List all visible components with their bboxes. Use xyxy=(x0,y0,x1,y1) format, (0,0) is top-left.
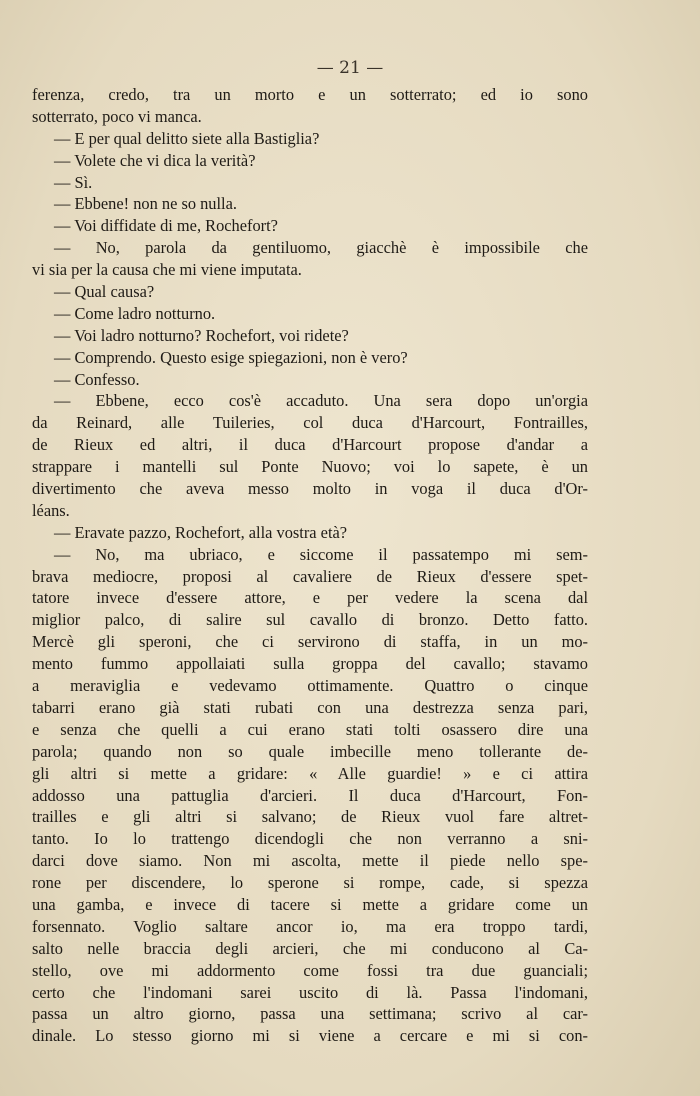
text-line: gli altri si mette a gridare: « Alle guardie! » e ci attira xyxy=(32,763,588,783)
text-line: e senza che quelli a cui erano stati tolti osassero dire una xyxy=(32,719,588,739)
text-line: de Rieux ed altri, il duca d'Harcourt propose d'andar a xyxy=(32,435,588,455)
text-line: mento fummo appollaiati sulla groppa del cavallo; stavamo xyxy=(32,654,588,674)
text-line: ferenza, credo, tra un morto e un sotterrato; ed io sono xyxy=(32,85,588,104)
text-line: léans. xyxy=(32,500,70,520)
text-line: darci dove siamo. Non mi ascolta, mette il piede nello spe- xyxy=(32,851,588,871)
text-line: — Ebbene! non ne so nulla. xyxy=(54,194,237,214)
text-line: a meraviglia e vedevamo ottimamente. Quattro o cinque xyxy=(32,676,588,696)
text-line: rone per discendere, lo sperone si rompe, cade, si spezza xyxy=(32,873,588,893)
text-line: addosso una pattuglia d'arcieri. Il duca d'Harcourt, Fon- xyxy=(32,785,588,805)
text-line: salto nelle braccia degli arcieri, che mi conducono al Ca- xyxy=(32,938,588,958)
text-line: — Sì. xyxy=(54,172,93,192)
text-line: una gamba, e invece di tacere si mette a gridare come un xyxy=(32,894,588,914)
text-line: — No, parola da gentiluomo, giacchè è impossibile che xyxy=(54,238,588,258)
text-line: — Voi diffidate di me, Rochefort? xyxy=(54,216,278,236)
text-line: divertimento che aveva messo molto in voga il duca d'Or- xyxy=(32,479,588,499)
text-line: passa un altro giorno, passa una settimana; scrivo al car- xyxy=(32,1004,588,1024)
text-line: — No, ma ubriaco, e siccome il passatempo mi sem- xyxy=(54,544,588,564)
text-line: — Volete che vi dica la verità? xyxy=(54,150,256,170)
text-line: forsennato. Voglio saltare ancor io, ma era troppo tardi, xyxy=(32,916,588,936)
text-line: — Qual causa? xyxy=(54,282,155,302)
text-line: brava mediocre, proposi al cavaliere de Rieux d'essere spet- xyxy=(32,566,588,586)
text-line: — Confesso. xyxy=(54,369,140,389)
text-line: — Eravate pazzo, Rochefort, alla vostra età? xyxy=(54,522,348,542)
text-line: Mercè gli speroni, che ci servirono di staffa, in un mo- xyxy=(32,632,588,652)
text-line: — Come ladro notturno. xyxy=(54,303,216,323)
text-line: — Voi ladro notturno? Rochefort, voi ridete? xyxy=(54,325,349,345)
text-line: dinale. Lo stesso giorno mi si viene a cercare e mi si con- xyxy=(32,1026,588,1046)
text-line: tabarri erano già stati rubati con una destrezza senza pari, xyxy=(32,697,588,717)
text-line: tatore invece d'essere attore, e per vedere la scena dal xyxy=(32,588,588,608)
text-line: tanto. Io lo trattengo dicendogli che non verranno a sni- xyxy=(32,829,588,849)
text-line: vi sia per la causa che mi viene imputata. xyxy=(32,260,302,280)
page-number: — 21 — xyxy=(316,58,384,78)
text-line: — Comprendo. Questo esige spiegazioni, non è vero? xyxy=(54,347,408,367)
text-line: trailles e gli altri si salvano; de Rieux vuol fare altret- xyxy=(32,807,588,827)
text-line: da Reinard, alle Tuileries, col duca d'Harcourt, Fontrailles, xyxy=(32,413,588,433)
text-line: stello, ove mi addormento come fossi tra due guanciali; xyxy=(32,960,588,980)
text-line: — Ebbene, ecco cos'è accaduto. Una sera dopo un'orgia xyxy=(54,391,588,411)
text-line: certo che l'indomani sarei uscito di là. Passa l'indomani, xyxy=(32,982,588,1002)
text-line: — E per qual delitto siete alla Bastiglia? xyxy=(54,128,320,148)
text-line: sotterrato, poco vi manca. xyxy=(32,106,202,126)
body-text xyxy=(32,84,588,1047)
text-line: miglior palco, di salire sul cavallo di bronzo. Detto fatto. xyxy=(32,610,588,630)
text-line: parola; quando non so quale imbecille meno tollerante de- xyxy=(32,741,588,761)
text-line: strappare i mantelli sul Ponte Nuovo; voi lo sapete, è un xyxy=(32,457,588,477)
